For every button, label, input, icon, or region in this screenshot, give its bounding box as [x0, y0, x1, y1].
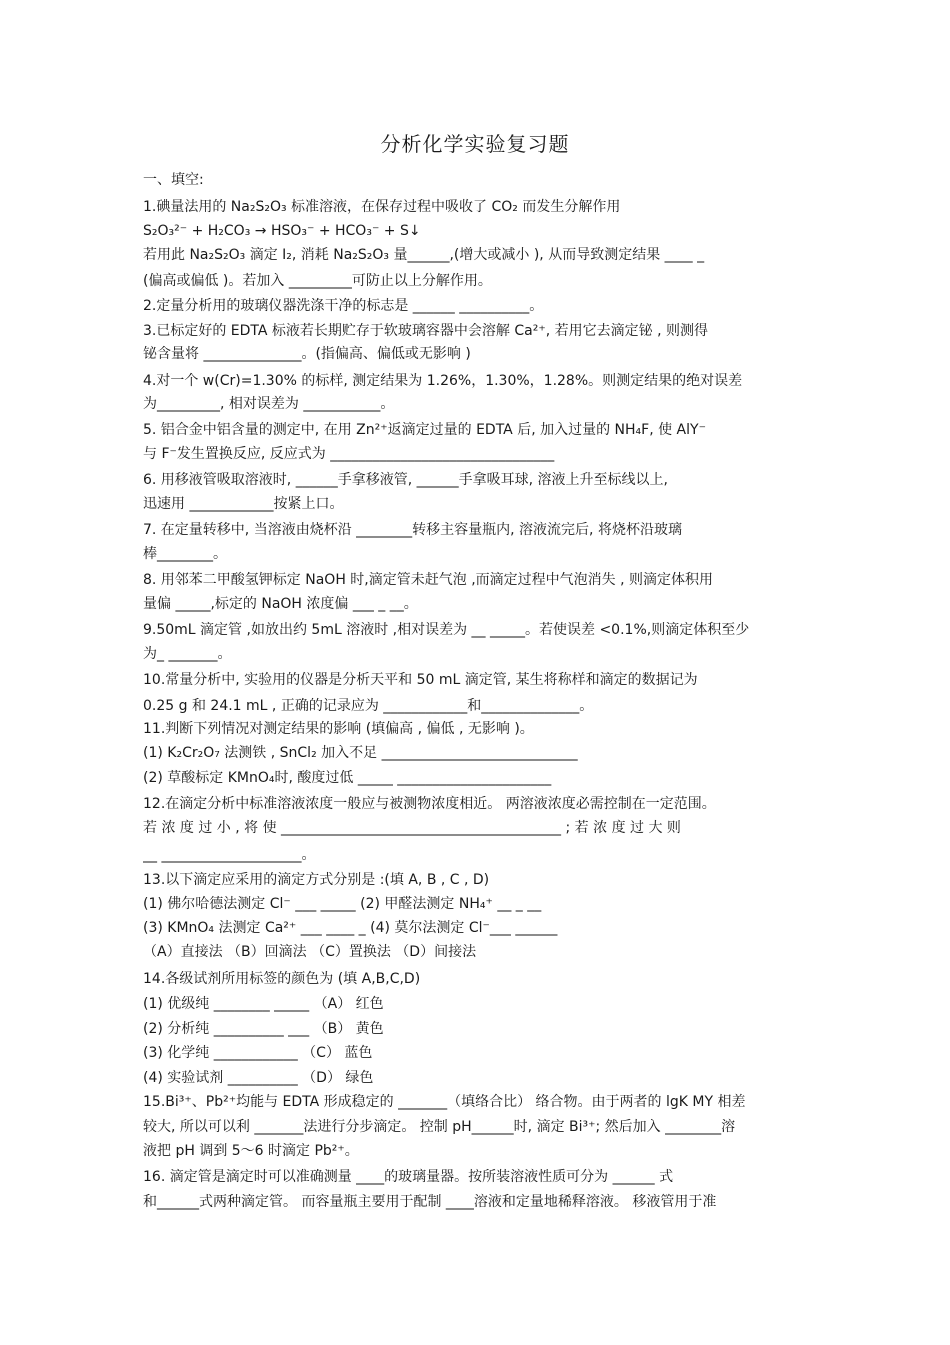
text-line: 较大, 所以可以利 _______法进行分步滴定。 控制 pH______时, 滴定 Bi³⁺; 然后加入 ________溶 [143, 1119, 736, 1135]
text-line: 和______式两种滴定管。 而容量瓶主要用于配制 ____溶液和定量地稀释溶液。 移液管用于准 [143, 1194, 717, 1210]
text-line: 11.判断下列情况对测定结果的影响 (填偏高 , 偏低 , 无影响 )。 [143, 721, 534, 737]
text-line: 5. 铝合金中铝含量的测定中, 在用 Zn²⁺返滴定过量的 EDTA 后, 加入过量的 NH₄F, 使 AlY⁻ [143, 422, 706, 438]
text-line: 10.常量分析中, 实验用的仪器是分析天平和 50 mL 滴定管, 某生将称样和滴定的数据记为 [143, 672, 698, 688]
text-line: 一、填空: [143, 172, 204, 188]
text-line: 为_ _______。 [143, 646, 232, 662]
text-line: 6. 用移液管吸取溶液时, ______手拿移液管, ______手拿吸耳球, 溶液上升至标线以上, [143, 472, 668, 488]
text-line: 若用此 Na₂S₂O₃ 滴定 I₂, 消耗 Na₂S₂O₃ 量______,(增大或减小 ), 从而导致测定结果 ____ _ [143, 247, 705, 263]
page-title: 分析化学实验复习题 [380, 132, 570, 156]
text-line: 4.对一个 w(Cr)=1.30% 的标样, 测定结果为 1.26%，1.30%，1.28%。则测定结果的绝对误差 [143, 373, 743, 389]
text-line: 7. 在定量转移中, 当溶液由烧杯沿 ________转移主容量瓶内, 溶液流完后, 将烧杯沿玻璃 [143, 522, 682, 538]
text-line: (3) 化学纯 ____________ （C） 蓝色 [143, 1045, 373, 1061]
text-line: 13.以下滴定应采用的滴定方式分别是 :(填 A, B , C , D) [143, 872, 490, 888]
text-line: 14.各级试剂所用标签的颜色为 (填 A,B,C,D) [143, 971, 421, 987]
text-line: （A）直接法 （B）回滴法 （C）置换法 （D）间接法 [143, 944, 477, 960]
text-line: 与 F⁻发生置换反应, 反应式为 ________________________________ [143, 446, 555, 462]
text-line: (1) K₂Cr₂O₇ 法测铁 , SnCl₂ 加入不足 ____________________________ [143, 745, 578, 761]
text-line: 9.50mL 滴定管 ,如放出约 5mL 溶液时 ,相对误差为 __ _____。若使误差 <0.1%,则滴定体积至少 [143, 622, 750, 638]
text-line: (2) 分析纯 __________ ___ （B） 黄色 [143, 1021, 384, 1037]
text-line: 若 浓 度 过 小 , 将 使 ________________________________________ ; 若 浓 度 过 大 则 [143, 820, 681, 836]
text-line: 为_________, 相对误差为 ___________。 [143, 396, 395, 412]
text-line: 迅速用 ____________按紧上口。 [143, 496, 344, 512]
text-line: S₂O₃²⁻ + H₂CO₃ → HSO₃⁻ + HCO₃⁻ + S↓ [143, 223, 421, 239]
text-line: 8. 用邻苯二甲酸氢钾标定 NaOH 时,滴定管未赶气泡 ,而滴定过程中气泡消失 , 则滴定体积用 [143, 572, 714, 588]
text-line: 16. 滴定管是滴定时可以准确测量 ____的玻璃量器。按所装溶液性质可分为 ______ 式 [143, 1169, 674, 1185]
text-line: (2) 草酸标定 KMnO₄时, 酸度过低 _____ ______________________ [143, 770, 552, 786]
text-line: (1) 佛尔哈德法测定 Cl⁻ ___ _____ (2) 甲醛法测定 NH₄⁺ __ _ __ [143, 896, 542, 912]
text-line: __ ____________________。 [143, 847, 316, 863]
text-line: 铋含量将 ______________。(指偏高、偏低或无影响 ) [143, 346, 471, 362]
text-line: 1.碘量法用的 Na₂S₂O₃ 标准溶液，在保存过程中吸收了 CO₂ 而发生分解作用 [143, 199, 621, 215]
text-line: 棒________。 [143, 546, 227, 562]
text-line: 2.定量分析用的玻璃仪器洗涤干净的标志是 ______ __________。 [143, 298, 544, 314]
text-line: 15.Bi³⁺、Pb²⁺均能与 EDTA 形成稳定的 _______（填络合比） 络合物。由于两者的 lgK MY 相差 [143, 1094, 746, 1110]
text-line: 0.25 g 和 24.1 mL , 正确的记录应为 ____________和______________。 [143, 698, 594, 714]
text-line: 3.已标定好的 EDTA 标液若长期贮存于软玻璃容器中会溶解 Ca²⁺, 若用它去滴定铋 , 则测得 [143, 323, 708, 339]
text-line: 量偏 _____,标定的 NaOH 浓度偏 ___ _ __。 [143, 596, 418, 612]
text-line: 12.在滴定分析中标准溶液浓度一般应与被测物浓度相近。 两溶液浓度必需控制在一定范围。 [143, 796, 716, 812]
text-line: (3) KMnO₄ 法测定 Ca²⁺ ___ ____ _ (4) 莫尔法测定 Cl⁻___ ______ [143, 920, 558, 936]
text-line: 液把 pH 调到 5～6 时滴定 Pb²⁺。 [143, 1143, 359, 1159]
text-line: (4) 实验试剂 __________ （D） 绿色 [143, 1070, 374, 1086]
text-line: (1) 优级纯 ________ _____ （A） 红色 [143, 996, 384, 1012]
text-line: (偏高或偏低 )。若加入 _________可防止以上分解作用。 [143, 273, 492, 289]
